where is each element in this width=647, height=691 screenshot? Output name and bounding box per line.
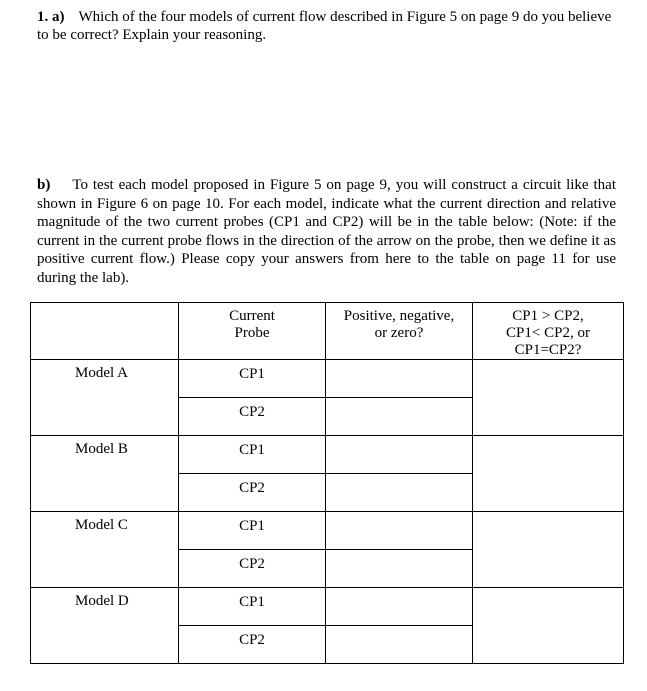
sign-answer-cell[interactable] xyxy=(326,474,473,512)
header-sign: Positive, negative, or zero? xyxy=(326,303,473,360)
table-row xyxy=(31,512,624,550)
comparison-answer-cell[interactable] xyxy=(473,512,624,588)
header-comparison: CP1 > CP2, CP1< CP2, or CP1=CP2? xyxy=(473,303,624,360)
probe-cp1: CP1 xyxy=(179,588,326,626)
sign-answer-cell[interactable] xyxy=(326,626,473,664)
table-row xyxy=(31,588,624,626)
question-1a-label: 1. a) xyxy=(37,9,65,25)
question-1a-text: Which of the four models of current flow described in Figure 5 on page 9 do you believe to be correct? Explain your reasoning. xyxy=(37,9,612,43)
comparison-answer-cell[interactable] xyxy=(473,436,624,512)
model-d-label: Model D xyxy=(31,588,179,664)
question-1b xyxy=(37,176,616,288)
model-b-label: Model B xyxy=(31,436,179,512)
probe-cp2: CP2 xyxy=(179,626,326,664)
probe-cp2: CP2 xyxy=(179,474,326,512)
sign-answer-cell[interactable] xyxy=(326,550,473,588)
header-model-cell xyxy=(31,303,179,360)
question-1b-text: To test each model proposed in Figure 5 on page 9, you will construct a circuit like that shown in Figure 6 on page 10. For each model, indicate what the current direction and relative magnitude of the two current probes (CP1 and CP2) will be in the table below: (Note: if the current in the current probe flows in the direction of the arrow on the probe, then we define it as positive current flow.) Please copy your answers from here to the table on page 11 for use during the lab). xyxy=(37,177,616,286)
model-c-label: Model C xyxy=(31,512,179,588)
sign-answer-cell[interactable] xyxy=(326,398,473,436)
comparison-answer-cell[interactable] xyxy=(473,360,624,436)
sign-answer-cell[interactable] xyxy=(326,512,473,550)
header-current-probe: Current Probe xyxy=(179,303,326,360)
sign-answer-cell[interactable] xyxy=(326,588,473,626)
probe-cp2: CP2 xyxy=(179,550,326,588)
table-header-row xyxy=(31,303,624,360)
table-row xyxy=(31,360,624,398)
question-1a xyxy=(37,8,617,44)
answer-table xyxy=(30,302,624,664)
probe-cp2: CP2 xyxy=(179,398,326,436)
probe-cp1: CP1 xyxy=(179,360,326,398)
probe-cp1: CP1 xyxy=(179,512,326,550)
question-1b-label: b) xyxy=(37,177,51,193)
table-row xyxy=(31,436,624,474)
comparison-answer-cell[interactable] xyxy=(473,588,624,664)
probe-cp1: CP1 xyxy=(179,436,326,474)
sign-answer-cell[interactable] xyxy=(326,436,473,474)
sign-answer-cell[interactable] xyxy=(326,360,473,398)
model-a-label: Model A xyxy=(31,360,179,436)
